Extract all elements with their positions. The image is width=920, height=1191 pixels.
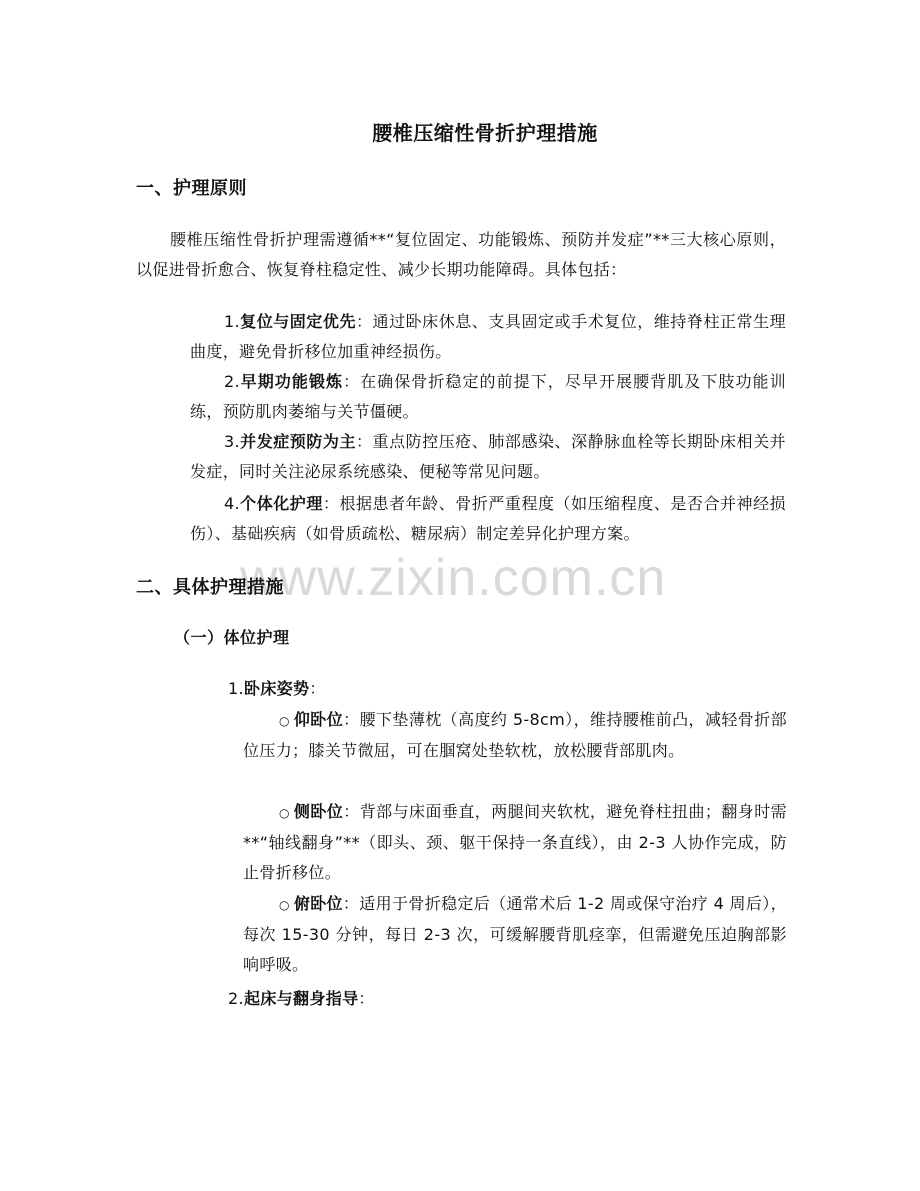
section-heading-measures: 二、具体护理措施	[136, 577, 284, 598]
circle-bullet-icon: ○	[279, 898, 290, 912]
circle-bullet-icon: ○	[279, 714, 290, 728]
page-title: 腰椎压缩性骨折护理措施	[372, 121, 598, 145]
intro-paragraph: 腰椎压缩性骨折护理需遵循**“复位固定、功能锻炼、预防并发症”**三大核心原则，以促进骨折愈合、恢复脊柱稳定性、减少长期功能障碍。具体包括：	[136, 230, 786, 279]
principle-item-4: 4.个体化护理：根据患者年龄、骨折严重程度（如压缩程度、是否合并神经损伤）、基础疾病（如骨质疏松、糖尿病）制定差异化护理方案。	[190, 494, 786, 543]
position-item-prone: ○ 俯卧位：适用于骨折稳定后（通常术后 1-2 周或保守治疗 4 周后），每次 15-30 分钟，每日 2-3 次，可缓解腰背肌痉挛，但需避免压迫胸部影响呼吸。	[243, 894, 787, 974]
principle-item-2: 2.早期功能锻炼：在确保骨折稳定的前提下，尽早开展腰背肌及下肢功能训练，预防肌肉萎缩与关节僵硬。	[190, 372, 786, 421]
principle-item-title: 早期功能锻炼	[239, 372, 344, 391]
principle-item-title: 并发症预防为主	[239, 432, 356, 451]
principle-item-1: 1.复位与固定优先：通过卧床休息、支具固定或手术复位，维持脊柱正常生理曲度，避免骨折移位加重神经损伤。	[190, 312, 786, 361]
principle-item-title: 复位与固定优先	[239, 312, 356, 331]
principle-item-title: 个体化护理	[239, 494, 323, 513]
watermark: www.zixin.com.cn	[240, 549, 667, 607]
list-item-lying-posture: 1.卧床姿势：	[228, 679, 326, 698]
circle-bullet-icon: ○	[279, 806, 290, 820]
section-heading-principles: 一、护理原则	[136, 178, 247, 199]
position-item-lateral: ○ 侧卧位：背部与床面垂直，两腿间夹软枕，避免脊柱扭曲；翻身时需**“轴线翻身”**（即头、颈、躯干保持一条直线），由 2-3 人协作完成，防止骨折移位。	[243, 802, 788, 882]
principle-item-3: 3.并发症预防为主：重点防控压疮、肺部感染、深静脉血栓等长期卧床相关并发症，同时关注泌尿系统感染、便秘等常见问题。	[190, 432, 786, 481]
sub-heading-position-care: （一）体位护理	[174, 628, 290, 647]
list-item-getting-up: 2.起床与翻身指导：	[228, 989, 375, 1008]
position-item-supine: ○ 仰卧位：腰下垫薄枕（高度约 5-8cm），维持腰椎前凸，减轻骨折部位压力；膝关节微屈，可在腘窝处垫软枕，放松腰背部肌肉。	[243, 710, 787, 760]
